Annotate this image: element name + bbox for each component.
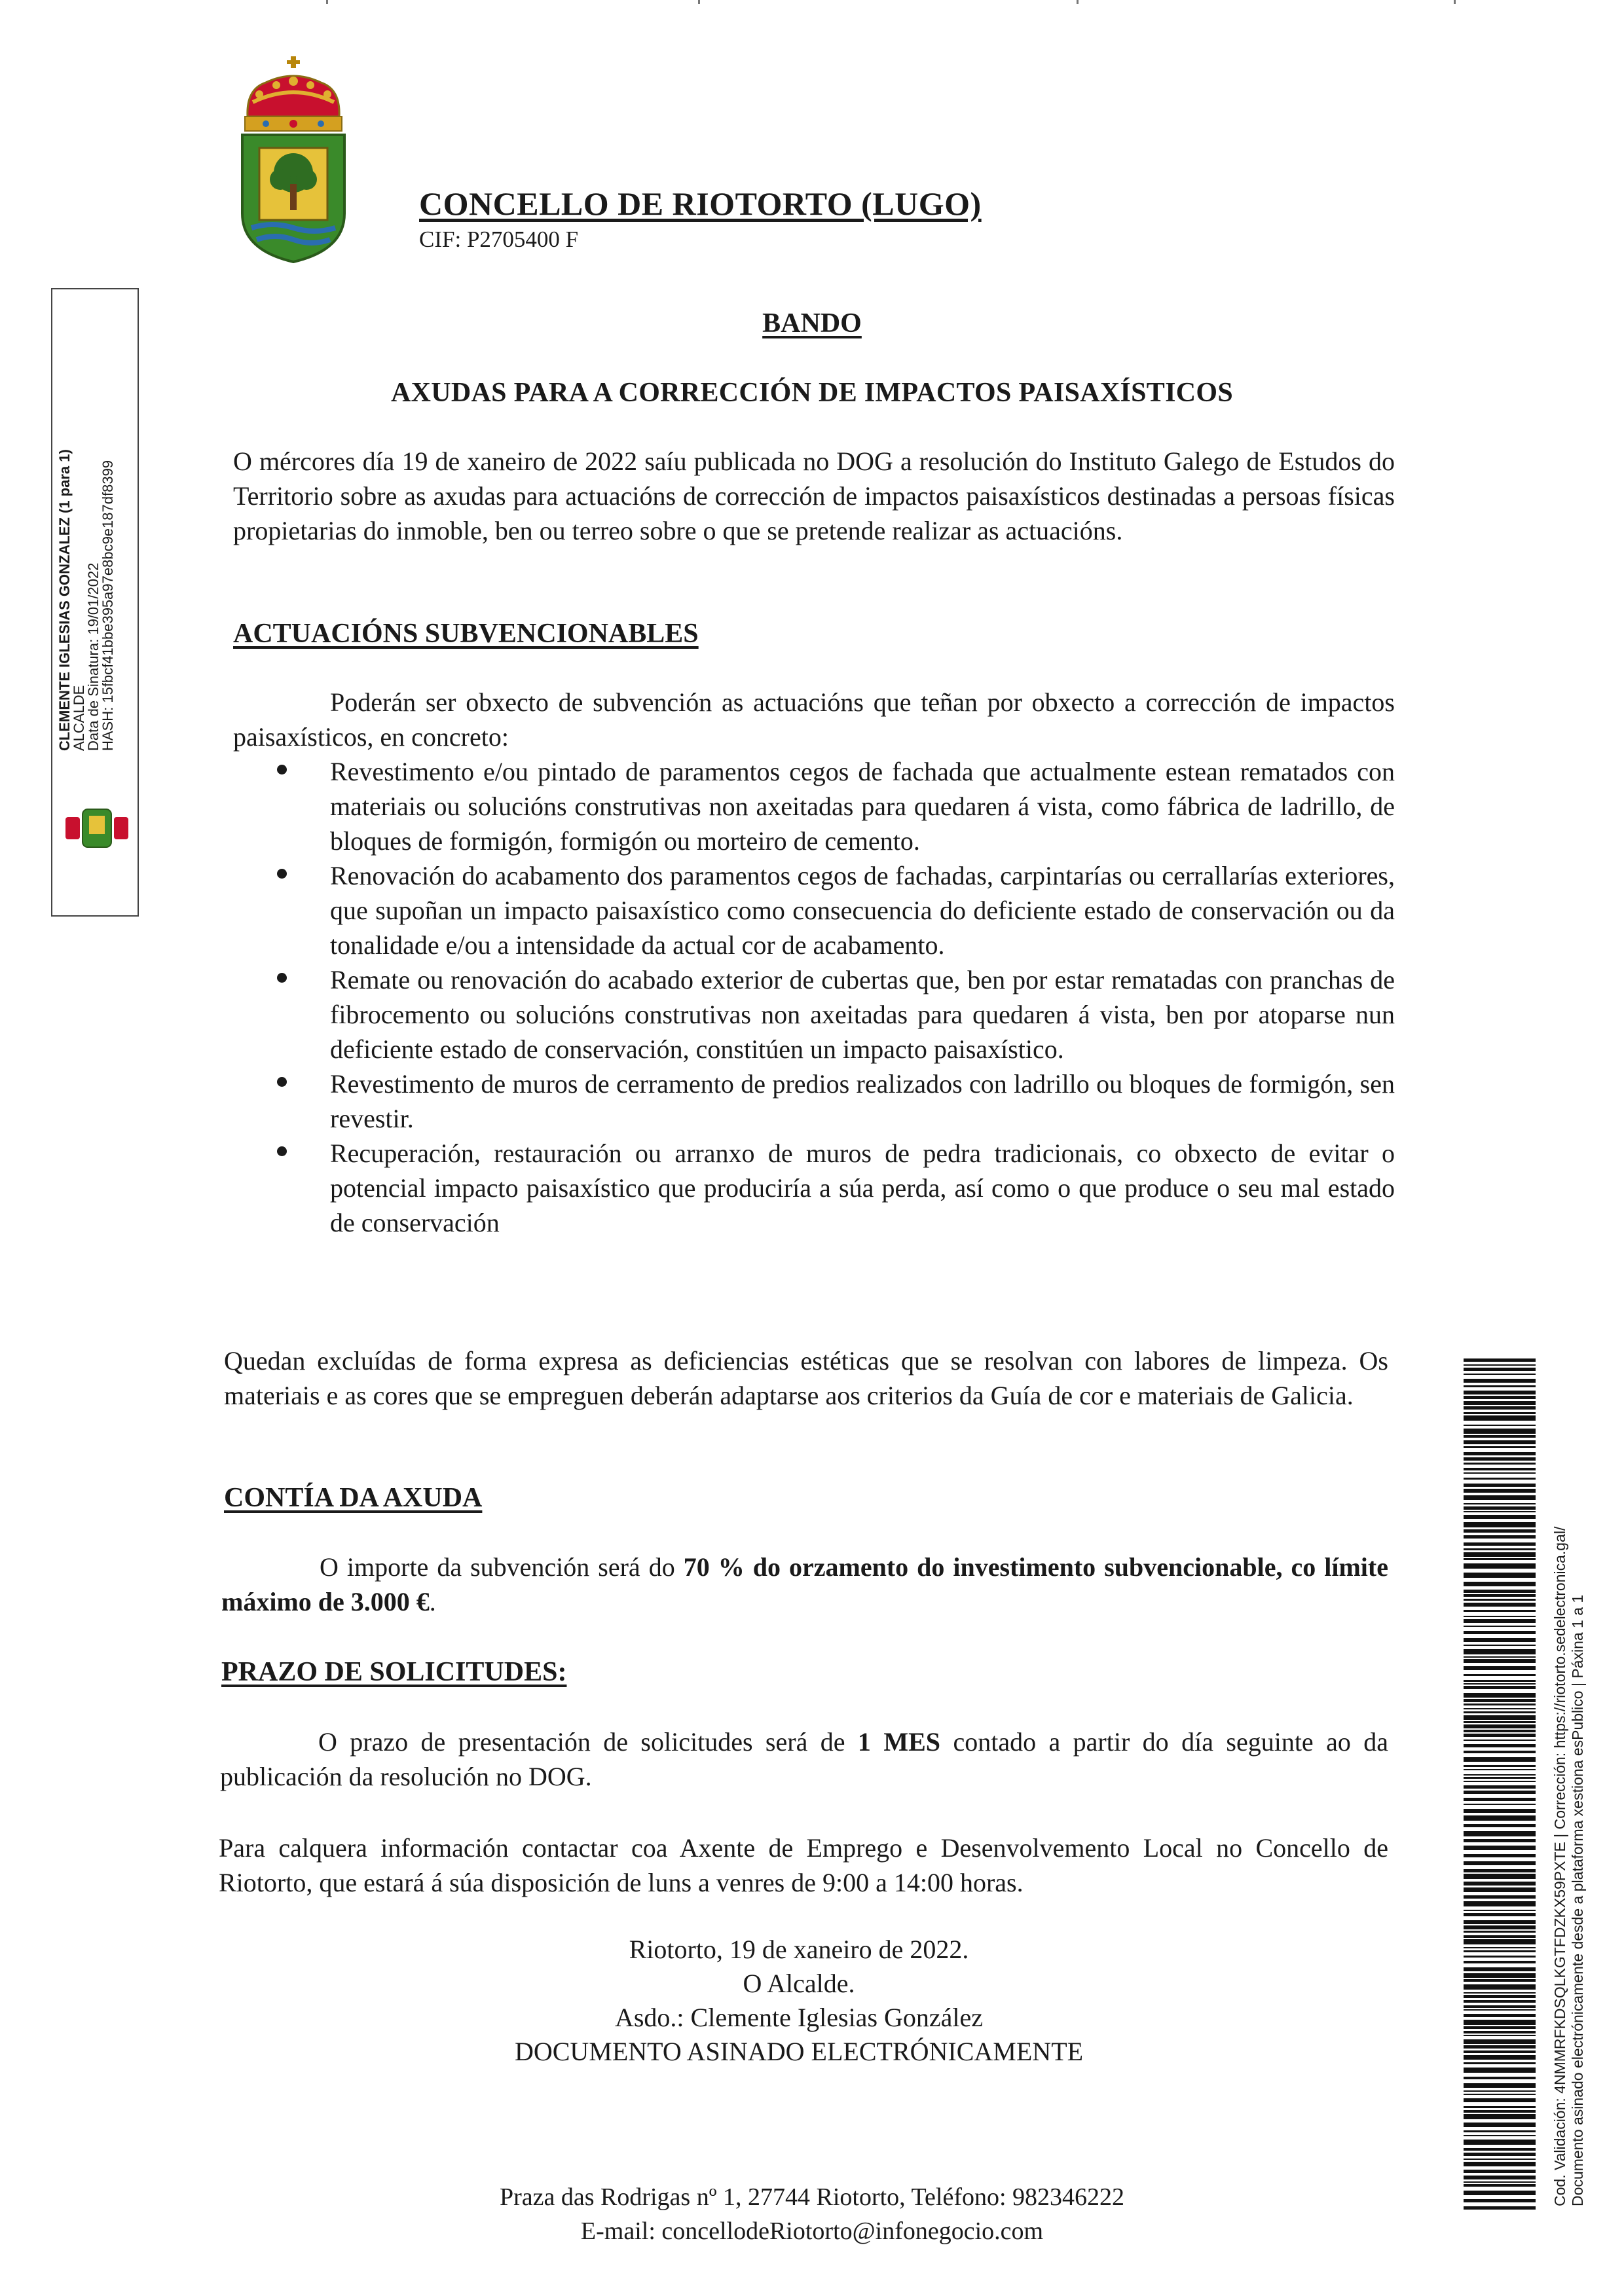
barcode-bar xyxy=(1464,1374,1536,1375)
barcode-bar xyxy=(1464,1603,1536,1607)
barcode-bar xyxy=(1464,2130,1536,2132)
stamp-emblem-icon xyxy=(62,805,132,851)
barcode-bar xyxy=(1464,1831,1536,1836)
barcode-bar xyxy=(1464,2009,1536,2011)
prazo-paragraph: O prazo de presentación de solicitudes será de 1 MES contado a partir do día seguinte ao da publicación da resolución no DOG. xyxy=(220,1727,1389,1791)
barcode-bar xyxy=(1464,1683,1536,1685)
barcode-bar xyxy=(1464,1435,1536,1438)
barcode-bar xyxy=(1464,1804,1536,1805)
barcode-bar xyxy=(1464,1846,1536,1850)
barcode-bar xyxy=(1464,1777,1536,1779)
barcode-bar xyxy=(1464,1925,1536,1929)
barcode-bar xyxy=(1464,1425,1536,1426)
list-item: Revestimento e/ou pintado de paramentos cegos de fachada que actualmente estean rematados con materiais ou solucións construtivas non axeitadas para quedaren á vista, como fábrica de ladrillo, de bloques de formigón, formigón ou morteiro de cemento. xyxy=(233,754,1395,858)
barcode-bar xyxy=(1464,1626,1536,1627)
barcode-bar xyxy=(1464,1744,1536,1747)
bullet-icon xyxy=(277,765,287,774)
barcode-bar xyxy=(1464,2140,1536,2145)
barcode-bar xyxy=(1464,1730,1536,1732)
barcode-bar xyxy=(1464,2026,1536,2029)
signature-note: DOCUMENTO ASINADO ELECTRÓNICAMENTE xyxy=(514,2037,1084,2066)
barcode-bar xyxy=(1464,1548,1536,1550)
barcode-bar xyxy=(1464,1704,1536,1705)
barcode-bar xyxy=(1464,1869,1536,1872)
barcode-bar xyxy=(1464,1440,1536,1444)
barcode-bar xyxy=(1464,1708,1536,1709)
barcode-bar xyxy=(1464,2170,1536,2173)
barcode-bar xyxy=(1464,2083,1536,2088)
barcode-bar xyxy=(1464,1415,1536,1421)
barcode-bar xyxy=(1464,1854,1536,1857)
barcode-bar xyxy=(1464,1693,1536,1698)
barcode-bar xyxy=(1464,2181,1536,2183)
barcode-bar xyxy=(1464,1649,1536,1654)
scan-speck xyxy=(326,0,328,4)
barcode-bar xyxy=(1464,1396,1536,1399)
bullet-icon xyxy=(277,973,287,983)
barcode-bar xyxy=(1464,2000,1536,2003)
barcode-bar xyxy=(1464,1368,1536,1371)
barcode-bar xyxy=(1464,1379,1536,1383)
barcode-bar xyxy=(1464,1358,1536,1362)
barcode-bar xyxy=(1464,1824,1536,1827)
barcode-bar xyxy=(1464,2159,1536,2160)
barcode-bar xyxy=(1464,1452,1536,1455)
barcode-bar xyxy=(1464,1599,1536,1601)
barcode-bar xyxy=(1464,1484,1536,1487)
barcode-bar xyxy=(1464,2153,1536,2156)
barcode-bar xyxy=(1464,2148,1536,2151)
barcode-bar xyxy=(1464,2191,1536,2195)
bullet-icon xyxy=(277,1146,287,1156)
barcode-bar xyxy=(1464,2184,1536,2187)
actuacions-lead: Poderán ser obxecto de subvención as actuacións que teñan por obxecto a corrección de impactos paisaxísticos, en concreto: xyxy=(233,687,1395,752)
barcode-bar xyxy=(1464,1715,1536,1720)
barcode-bar xyxy=(1464,2014,1536,2017)
barcode-bar xyxy=(1464,1594,1536,1597)
list-item: Renovación do acabamento dos paramentos cegos de fachadas, carpintarías ou cerrallarías exteriores, que supoñan un impacto paisaxístico como consecuencia do deficiente estado de conservación ou da tonalidade e/ou a intensidade da actual cor de acabamento. xyxy=(233,858,1395,962)
barcode-bar xyxy=(1464,1515,1536,1519)
barcode-bar xyxy=(1464,1468,1536,1470)
barcode-bar xyxy=(1464,1734,1536,1737)
barcode-bar xyxy=(1464,1785,1536,1789)
barcode-bar xyxy=(1464,1979,1536,1982)
validation-text: Cod. Validación: 4NMMRFKDSQLKGTFDZKX59PXTE | Corrección: https://riotorto.sedelectronica.gal/ Documento asinado electrónicamente desde a plataforma xestiona esPublico | Páxina 1 a 1 xyxy=(1551,1526,1586,2206)
barcode-bar xyxy=(1464,1401,1536,1405)
barcode-bar xyxy=(1464,2090,1536,2092)
barcode-bar xyxy=(1464,1590,1536,1593)
barcode-bar xyxy=(1464,1582,1536,1586)
barcode-bar xyxy=(1464,2199,1536,2202)
barcode-bar xyxy=(1464,2077,1536,2079)
bando-heading: BANDO xyxy=(762,308,862,338)
barcode-bar xyxy=(1464,2039,1536,2044)
barcode-bar xyxy=(1464,1950,1536,1952)
barcode-bar xyxy=(1464,1781,1536,1782)
actuacions-list xyxy=(233,754,1395,1240)
barcode-bar xyxy=(1464,1774,1536,1776)
scan-speck xyxy=(1077,0,1079,4)
bullet-icon xyxy=(277,1077,287,1087)
barcode-bar xyxy=(1464,1882,1536,1886)
scan-speck xyxy=(1454,0,1456,4)
scan-speck xyxy=(698,0,700,4)
signature-stamp-text: CLEMENTE IGLESIAS GONZALEZ (1 para 1) ALCALDE Data de Sinatura: 19/01/2022 HASH: 15fbcf41bbe395a97e8bc9e187df8399 xyxy=(56,449,116,751)
barcode-bar xyxy=(1464,1457,1536,1461)
prazo-heading: PRAZO DE SOLICITUDES: xyxy=(221,1657,567,1687)
contia-paragraph: O importe da subvención será do 70 % do orzamento do investimento subvencionable, co límite máximo de 3.000 €. xyxy=(221,1552,1388,1616)
barcode-icon xyxy=(1464,1358,1536,2210)
barcode-bar xyxy=(1464,1666,1536,1670)
barcode-bar xyxy=(1464,1765,1536,1767)
contia-heading: CONTÍA DA AXUDA xyxy=(224,1483,483,1513)
barcode-bar xyxy=(1464,1680,1536,1682)
coat-of-arms-icon xyxy=(233,56,354,264)
barcode-bar xyxy=(1464,1674,1536,1676)
barcode-bar xyxy=(1464,1995,1536,1998)
barcode-bar xyxy=(1464,1910,1536,1911)
barcode-bar xyxy=(1464,2031,1536,2033)
exclusions-paragraph: Quedan excluídas de forma expresa as deficiencias estéticas que se resolvan con labores de limpeza. Os materiais e as cores que se empreguen deberán adaptarse aos criterios da Guía de cor e materiais de Galicia. xyxy=(224,1346,1388,1410)
footer xyxy=(13,2180,1611,2248)
barcode-bar xyxy=(1464,2045,1536,2049)
document-title: AXUDAS PARA A CORRECCIÓN DE IMPACTOS PAISAXÍSTICOS xyxy=(390,378,1234,408)
barcode-bar xyxy=(1464,2005,1536,2008)
barcode-bar xyxy=(1464,1552,1536,1557)
barcode-bar xyxy=(1464,1489,1536,1493)
barcode-bar xyxy=(1464,2020,1536,2025)
list-item: Recuperación, restauración ou arranxo de muros de pedra tradicionais, co obxecto de evitar o potencial impacto paisaxístico que produciría a súa perda, así como o que produce o seu mal estado de conservación xyxy=(233,1136,1395,1240)
actuacions-heading: ACTUACIÓNS SUBVENCIONABLES xyxy=(233,619,699,649)
barcode-bar xyxy=(1464,1839,1536,1842)
barcode-bar xyxy=(1464,1798,1536,1801)
barcode-bar xyxy=(1464,2135,1536,2136)
signature-block xyxy=(0,1933,1598,2069)
contact-paragraph: Para calquera información contactar coa Axente de Emprego e Desenvolvemento Local no Concello de Riotorto, que estará á súa disposición de luns a venres de 9:00 a 14:00 horas. xyxy=(219,1833,1388,1897)
barcode-bar xyxy=(1464,1503,1536,1504)
barcode-bar xyxy=(1464,1769,1536,1770)
barcode-bar xyxy=(1464,1956,1536,1958)
barcode-bar xyxy=(1464,1631,1536,1634)
barcode-bar xyxy=(1464,1563,1536,1569)
barcode-bar xyxy=(1464,1645,1536,1646)
barcode-bar xyxy=(1464,1895,1536,1899)
barcode-bar xyxy=(1464,1939,1536,1944)
barcode-bar xyxy=(1464,1522,1536,1527)
barcode-bar xyxy=(1464,1992,1536,1994)
barcode-bar xyxy=(1464,1616,1536,1617)
intro-paragraph: O mércores día 19 de xaneiro de 2022 saíu publicada no DOG a resolución do Instituto Galego de Estudos do Territorio sobre as axudas para actuacións de corrección de impactos paisaxísticos destinadas a persoas físicas propietarias do inmoble, ben ou terreo sobre o que se pretende realizar as actuacións. xyxy=(233,446,1395,545)
barcode-bar xyxy=(1464,2062,1536,2064)
barcode-bar xyxy=(1464,2055,1536,2060)
barcode-bar xyxy=(1464,1791,1536,1794)
barcode-bar xyxy=(1464,2106,1536,2108)
barcode-bar xyxy=(1464,1901,1536,1906)
barcode-bar xyxy=(1464,1973,1536,1978)
barcode-bar xyxy=(1464,1874,1536,1879)
barcode-bar xyxy=(1464,2162,1536,2166)
footer-email: E-mail: concellodeRiotorto@infonegocio.com xyxy=(580,2217,1044,2245)
barcode-bar xyxy=(1464,1619,1536,1623)
barcode-bar xyxy=(1464,1711,1536,1713)
barcode-bar xyxy=(1464,1961,1536,1963)
barcode-bar xyxy=(1464,2176,1536,2179)
barcode-bar xyxy=(1464,1740,1536,1741)
barcode-bar xyxy=(1464,2094,1536,2095)
barcode-bar xyxy=(1464,1935,1536,1938)
barcode-bar xyxy=(1464,2068,1536,2073)
barcode-bar xyxy=(1464,1511,1536,1512)
barcode-bar xyxy=(1464,1412,1536,1414)
signature-name: Asdo.: Clemente Iglesias González xyxy=(614,2003,984,2032)
barcode-bar xyxy=(1464,2035,1536,2036)
barcode-bar xyxy=(1464,1506,1536,1510)
barcode-bar xyxy=(1464,1809,1536,1813)
barcode-bar xyxy=(1464,1721,1536,1723)
barcode-bar xyxy=(1464,1656,1536,1658)
list-item: Revestimento de muros de cerramento de predios realizados con ladrillo ou bloques de formigón, sen revestir. xyxy=(233,1066,1395,1136)
barcode-bar xyxy=(1464,1757,1536,1762)
barcode-bar xyxy=(1464,1751,1536,1753)
barcode-bar xyxy=(1464,1984,1536,1990)
barcode-bar xyxy=(1464,2098,1536,2102)
page-title: CONCELLO DE RIOTORTO (LUGO) xyxy=(419,185,982,222)
barcode-bar xyxy=(1464,1446,1536,1448)
barcode-bar xyxy=(1464,1920,1536,1924)
barcode-bar xyxy=(1464,1406,1536,1410)
contia-amount: 70 % do orzamento do investimento subvencionable, co límite máximo de 3.000 € xyxy=(221,1552,1388,1616)
barcode-bar xyxy=(1464,1529,1536,1533)
barcode-bar xyxy=(1464,1947,1536,1948)
barcode-bar xyxy=(1464,1429,1536,1434)
barcode-bar xyxy=(1464,2110,1536,2113)
bullet-icon xyxy=(277,869,287,879)
barcode-bar xyxy=(1464,2050,1536,2053)
barcode-bar xyxy=(1464,1686,1536,1689)
prazo-duration: 1 MES xyxy=(857,1727,941,1757)
barcode-bar xyxy=(1464,2114,1536,2119)
barcode-bar xyxy=(1464,1931,1536,1933)
barcode-bar xyxy=(1464,1967,1536,1971)
barcode-bar xyxy=(1464,1861,1536,1865)
footer-address: Praza das Rodrigas nº 1, 27744 Riotorto, Teléfono: 982346222 xyxy=(499,2183,1125,2211)
barcode-bar xyxy=(1464,1573,1536,1578)
barcode-bar xyxy=(1464,1610,1536,1612)
cif-number: CIF: P2705400 F xyxy=(419,227,579,252)
barcode-bar xyxy=(1464,1385,1536,1387)
barcode-bar xyxy=(1464,1472,1536,1474)
signature-role: O Alcalde. xyxy=(743,1969,855,1998)
barcode-bar xyxy=(1464,1558,1536,1560)
list-item: Remate ou renovación do acabado exterior de cubertas que, ben por estar rematadas con pranchas de fibrocemento ou solucións construtivas non axeitadas para quedaren á vista, ben por atoparse nun deficiente estado de conservación, constitúen un impacto paisaxístico. xyxy=(233,962,1395,1066)
barcode-bar xyxy=(1464,1913,1536,1916)
barcode-bar xyxy=(1464,1638,1536,1642)
barcode-bar xyxy=(1464,2123,1536,2127)
barcode-bar xyxy=(1464,1535,1536,1539)
barcode-bar xyxy=(1464,1478,1536,1480)
barcode-bar xyxy=(1464,1659,1536,1663)
barcode-bar xyxy=(1464,1542,1536,1546)
barcode-bar xyxy=(1464,1699,1536,1702)
signature-place-date: Riotorto, 19 de xaneiro de 2022. xyxy=(629,1935,969,1964)
barcode-bar xyxy=(1464,1364,1536,1366)
barcode-bar xyxy=(1464,1495,1536,1500)
barcode-bar xyxy=(1464,1815,1536,1821)
barcode-bar xyxy=(1464,1724,1536,1728)
barcode-bar xyxy=(1464,1391,1536,1394)
barcode-bar xyxy=(1464,1887,1536,1892)
barcode-bar xyxy=(1464,1463,1536,1465)
barcode-bar xyxy=(1464,2206,1536,2210)
